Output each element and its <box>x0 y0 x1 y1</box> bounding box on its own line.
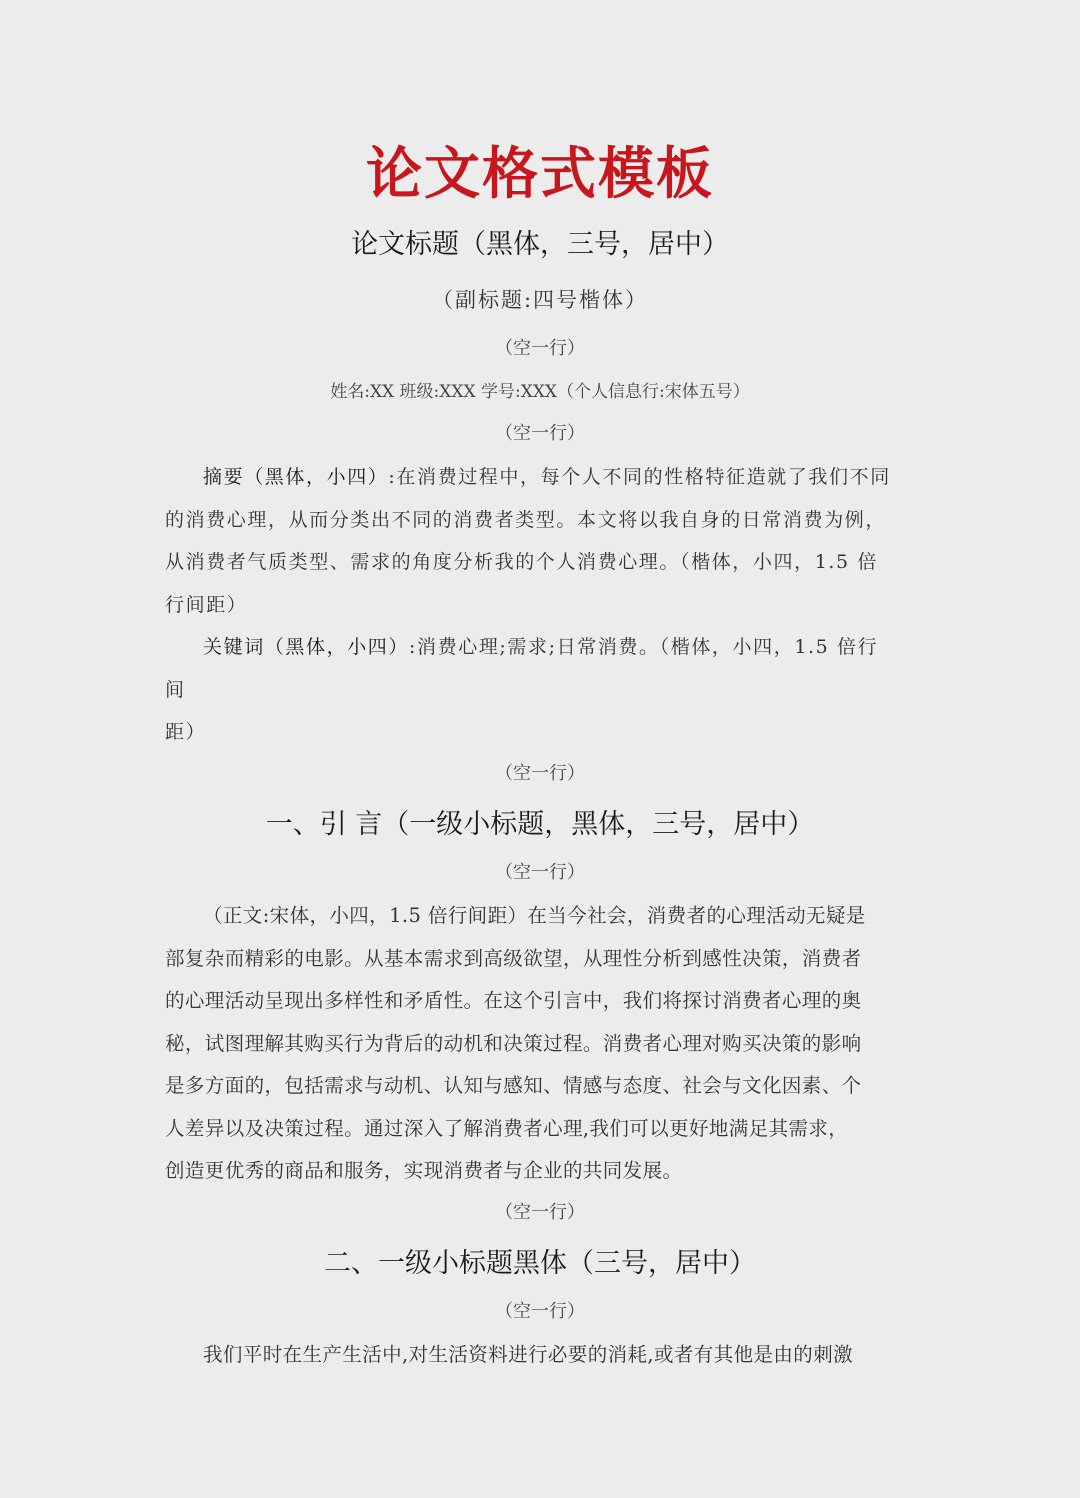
abstract-text: :在消费过程中，每个人不同的性格特征造就了我们不同 <box>388 466 891 488</box>
section-1-line-1: （正文:宋体，小四，1.5 倍行间距）在当今社会，消费者的心理活动无疑是 <box>203 904 866 927</box>
main-title: 论文格式模板 <box>366 141 714 207</box>
blank-line-4: （空一行） <box>495 862 585 883</box>
abstract-line-3: 从消费者气质类型、需求的角度分析我的个人消费心理。（楷体，小四，1.5 倍 <box>165 551 878 573</box>
abstract-block <box>165 456 917 626</box>
subtitle: （副标题:四号楷体） <box>431 288 649 312</box>
keywords-block <box>165 626 917 754</box>
keywords-line-1 <box>165 626 917 669</box>
blank-line-1: （空一行） <box>495 338 585 359</box>
blank-line-6: （空一行） <box>495 1301 585 1322</box>
personal-info-line: 姓名:XX 班级:XXX 学号:XXX（个人信息行:宋体五号） <box>330 382 750 402</box>
section-1-line-7: 创造更优秀的商品和服务，实现消费者与企业的共同发展。 <box>165 1159 683 1182</box>
section-1-heading: 一、引 言（一级小标题，黑体，三号，居中） <box>265 809 815 840</box>
section-1-line-2: 部复杂而精彩的电影。从基本需求到高级欲望，从理性分析到感性决策，消费者 <box>165 946 862 970</box>
abstract-label: 摘要（黑体，小四） <box>203 466 389 488</box>
section-1-line-6: 人差异以及决策过程。通过深入了解消费者心理,我们可以更好地满足其需求， <box>165 1116 849 1140</box>
section-1-body <box>165 895 917 1193</box>
abstract-line-1 <box>165 456 917 499</box>
blank-line-3: （空一行） <box>495 763 585 784</box>
section-2-body <box>165 1334 917 1377</box>
abstract-line-2: 的消费心理，从而分类出不同的消费者类型。本文将以我自身的日常消费为例， <box>165 508 887 531</box>
blank-line-5: （空一行） <box>495 1202 585 1223</box>
section-2-heading: 二、一级小标题黑体（三号，居中） <box>324 1248 756 1279</box>
keywords-label: 关键词（黑体，小四） <box>203 636 410 658</box>
keywords-line-2: 间 <box>165 678 186 701</box>
keywords-text: :消费心理;需求;日常消费。（楷体，小四，1.5 倍行 <box>409 636 879 658</box>
section-2-line-1: 我们平时在生产生活中,对生活资料进行必要的消耗,或者有其他是由的刺激 <box>203 1343 853 1366</box>
blank-line-2: （空一行） <box>495 423 585 444</box>
keywords-line-3: 距） <box>165 721 207 743</box>
paper-title: 论文标题（黑体，三号，居中） <box>351 229 729 260</box>
section-1-line-3: 的心理活动呈现出多样性和矛盾性。在这个引言中，我们将探讨消费者心理的奥 <box>165 989 862 1012</box>
abstract-line-4: 行间距） <box>165 593 248 616</box>
section-1-line-5: 是多方面的，包括需求与动机、认知与感知、情感与态度、社会与文化因素、个 <box>165 1074 862 1097</box>
section-1-line-4: 秘，试图理解其购买行为背后的动机和决策过程。消费者心理对购买决策的影响 <box>165 1031 862 1055</box>
